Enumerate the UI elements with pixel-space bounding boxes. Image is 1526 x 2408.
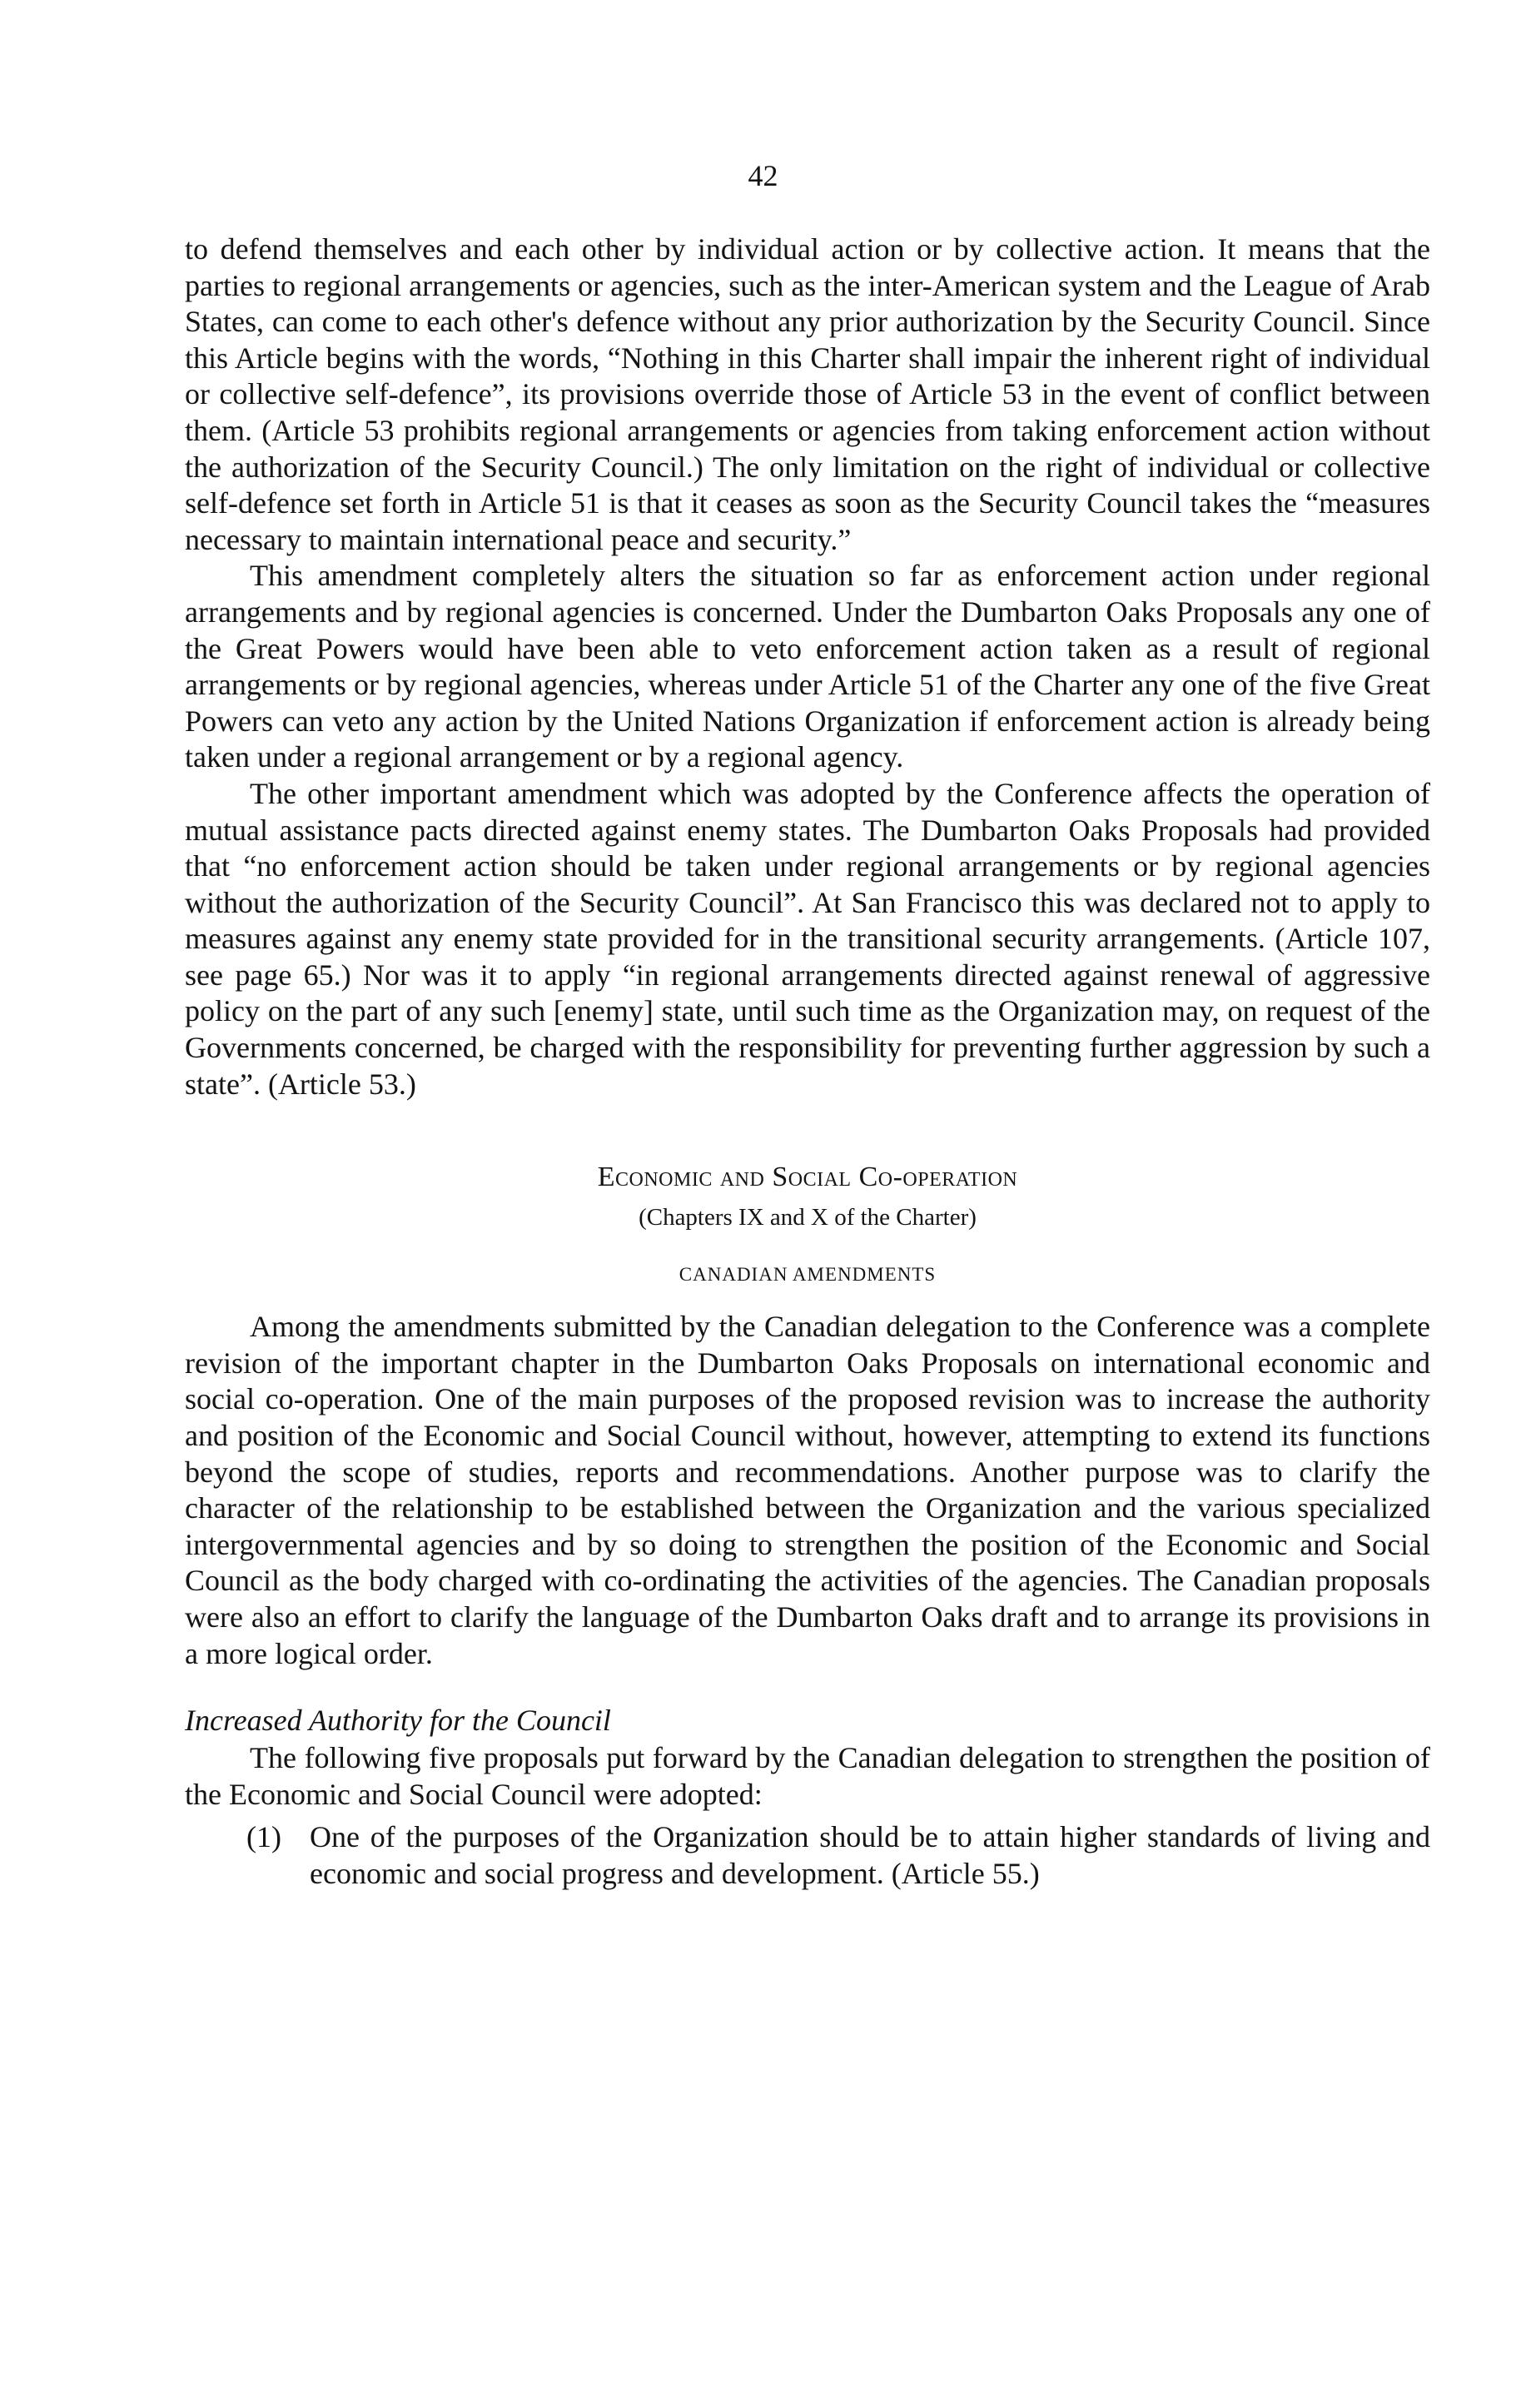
proposal-text: One of the purposes of the Organization should be to attain higher standards of living and economic and social progress and development. (Article 55.): [310, 1820, 1430, 1890]
page-content: [185, 231, 1430, 1893]
page-number: 42: [748, 159, 778, 192]
section-text: [185, 1309, 1430, 1892]
subsection-heading: Increased Authority for the Council: [185, 1704, 611, 1738]
section-heading: Economic and Social Co-operation: [597, 1162, 1018, 1193]
paragraph-enemy-states: The other important amendment which was adopted by the Conference affects the operation of mutual assistance pacts directed against enemy states. The Dumbarton Oaks Proposals had provided that “no enforcement action should be taken under regional arrangements or by regional agencies without the authorization of the Security Council”. At San Francisco this was declared not to apply to measures against any enemy state provided for in the transitional security arrangements. (Article 107, see page 65.) Nor was it to apply “in regional arrangements directed against renewal of aggressive policy on the part of any such [enemy] state, until such time as the Organization may, on request of the Governments concerned, be charged with the responsibility for preventing further aggression by such a state”. (Article 53.): [185, 776, 1430, 1101]
main-text: [185, 231, 1430, 1102]
paragraph-amendment-alters: This amendment completely alters the situation so far as enforcement action under regional arrangements and by regional agencies is concerned. Under the Dumbarton Oaks Proposals any one of the Great Powers would have been able to veto enforcement action taken as a result of regional arrangements or by regional agencies, whereas under Article 51 of the Charter any one of the five Great Powers can veto any action by the United Nations Organization if enforcement action is already being taken under a regional arrangement or by a regional agency.: [185, 559, 1430, 774]
paragraph-five-proposals: The following five proposals put forward by the Canadian delegation to strengthen the position of the Economic and Social Council were adopted:: [185, 1741, 1430, 1811]
proposal-number: (1): [246, 1820, 281, 1854]
proposal-item: [185, 1819, 1430, 1892]
paragraph-canadian-amendments: Among the amendments submitted by the Canadian delegation to the Conference was a complete revision of the important chapter in the Dumbarton Oaks Proposals on international economic and social co-operation. One of the main purposes of the proposed revision was to increase the authority and position of the Economic and Social Council without, however, attempting to extend its functions beyond the scope of studies, reports and recommendations. Another purpose was to clarify the character of the relationship to be established between the Organization and the various specialized intergovernmental agencies and by so doing to strengthen the position of the Economic and Social Council as the body charged with co-ordinating the activities of the agencies. The Canadian proposals were also an effort to clarify the language of the Dumbarton Oaks draft and to arrange its provisions in a more logical order.: [185, 1310, 1430, 1670]
section-subheading: (Chapters IX and X of the Charter): [639, 1204, 977, 1231]
canadian-amendments-label: CANADIAN AMENDMENTS: [678, 1264, 937, 1286]
paragraph-self-defence: to defend themselves and each other by individual action or by collective action. It means that the parties to regional arrangements or agencies, such as the inter-American system and the League of Arab States, can come to each other's defence without any prior authorization by the Security Council. Since this Article begins with the words, “Nothing in this Charter shall impair the inherent right of individual or collective self-defence”, its provisions override those of Article 53 in the event of conflict between them. (Article 53 prohibits regional arrangements or agencies from taking enforcement action without the authorization of the Security Council.) The only limitation on the right of individual or collective self-defence set forth in Article 51 is that it ceases as soon as the Security Council takes the “measures necessary to maintain international peace and security.”: [185, 232, 1430, 556]
